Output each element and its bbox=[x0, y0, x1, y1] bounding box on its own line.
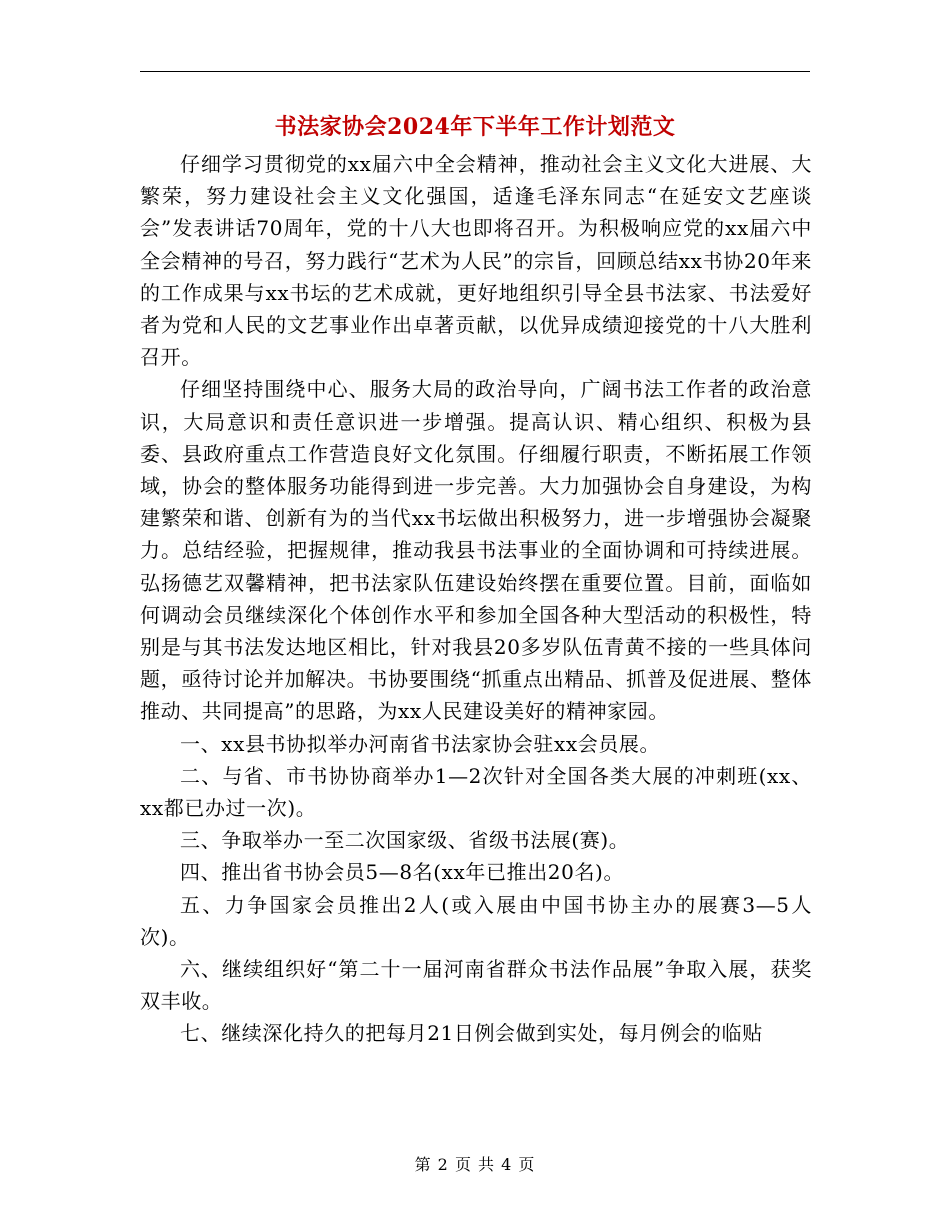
paragraph: 仔细坚持围绕中心、服务大局的政治导向，广阔书法工作者的政治意识，大局意识和责任意识进一步增强。提高认识、精心组织、积极为县委、县政府重点工作营造良好文化氛围。仔细履行职责，不断拓展工作领域，协会的整体服务功能得到进一步完善。大力加强协会自身建设，为构建繁荣和谐、创新有为的当代xx书坛做出积极努力，进一步增强协会凝聚力。总结经验，把握规律，推动我县书法事业的全面协调和可持续进展。弘扬德艺双馨精神，把书法家队伍建设始终摆在重要位置。目前，面临如何调动会员继续深化个体创作水平和参加全国各种大型活动的积极性，特别是与其书法发达地区相比，针对我县20多岁队伍青黄不接的一些具体问题，亟待讨论并加解决。书协要围绕“抓重点出精品、抓普及促进展、整体推动、共同提高”的思路，为xx人民建设美好的精神家园。 bbox=[140, 377, 812, 724]
list-item: 二、与省、市书协协商举办1—2次针对全国各类大展的冲刺班(xx、xx都已办过一次)。 bbox=[140, 763, 812, 821]
list-item: 七、继续深化持久的把每月21日例会做到实处，每月例会的临贴 bbox=[180, 1021, 763, 1046]
paragraph: 仔细学习贯彻党的xx届六中全会精神，推动社会主义文化大进展、大繁荣，努力建设社会主义文化强国，适逢毛泽东同志“在延安文艺座谈会”发表讲话70周年，党的十八大也即将召开。为积极响应党的xx届六中全会精神的号召，努力践行“艺术为人民”的宗旨，回顾总结xx书协20年来的工作成果与xx书坛的艺术成就，更好地组织引导全县书法家、书法爱好者为党和人民的文艺事业作出卓著贡献，以优异成绩迎接党的十八大胜利召开。 bbox=[140, 152, 812, 370]
header-rule bbox=[140, 71, 810, 72]
list-item: 六、继续组织好“第二十一届河南省群众书法作品展”争取入展，获奖双丰收。 bbox=[140, 957, 812, 1014]
document-title: 书法家协会2024年下半年工作计划范文 bbox=[274, 114, 676, 140]
list-item: 一、xx县书协拟举办河南省书法家协会驻xx会员展。 bbox=[180, 731, 661, 756]
list-item: 五、力争国家会员推出2人(或入展由中国书协主办的展赛3—5人次)。 bbox=[140, 892, 812, 949]
list-item: 四、推出省书协会员5—8名(xx年已推出20名)。 bbox=[180, 860, 625, 885]
document-body bbox=[140, 148, 812, 1050]
page-number-footer: 第 2 页 共 4 页 bbox=[414, 1155, 536, 1174]
list-item: 三、争取举办一至二次国家级、省级书法展(赛)。 bbox=[180, 828, 630, 853]
